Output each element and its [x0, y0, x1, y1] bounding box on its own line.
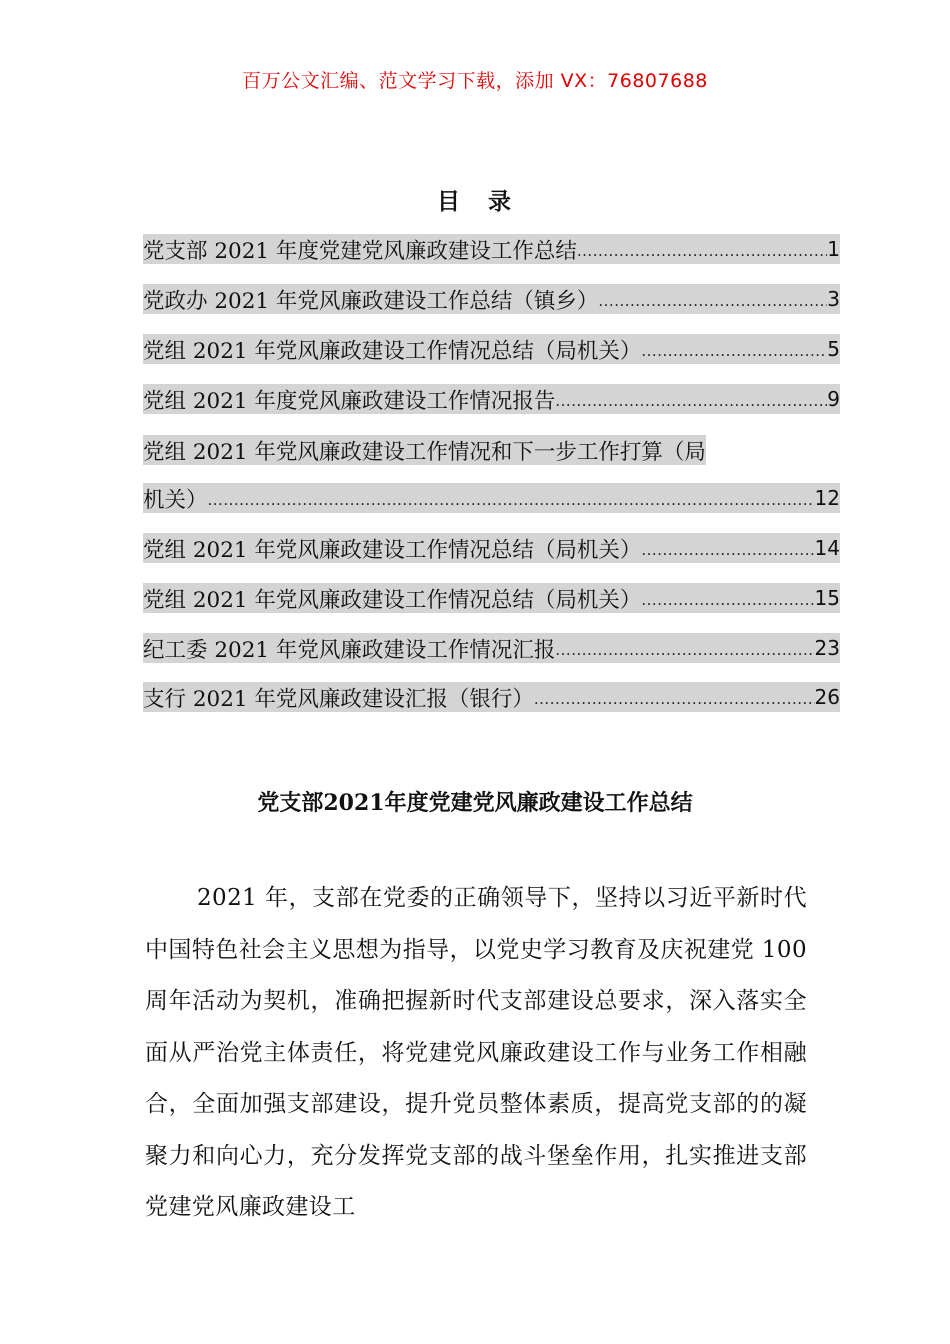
- toc-page-number: 23: [815, 633, 840, 663]
- toc-entry-text: 机关）: [143, 487, 208, 513]
- toc-entry-text: 党组 2021 年党风廉政建设工作情况总结（局机关）: [143, 338, 642, 364]
- toc-leader-dots: [598, 284, 827, 314]
- toc-leader-dots: [641, 334, 827, 364]
- toc-entry-text: 支行 2021 年党风廉政建设汇报（银行）: [143, 686, 534, 712]
- toc-entry-text: 党组 2021 年党风廉政建设工作情况总结（局机关）: [143, 587, 642, 613]
- toc-entry[interactable]: [143, 483, 840, 513]
- toc-leader-dots: [641, 533, 814, 563]
- toc-entry-text: 党组 2021 年党风廉政建设工作情况和下一步工作打算（局: [143, 439, 706, 465]
- toc-page-number: 5: [827, 334, 840, 364]
- toc-page-number: 9: [827, 384, 840, 414]
- toc-entry[interactable]: [143, 334, 840, 364]
- toc-entry-text: 党组 2021 年党风廉政建设工作情况总结（局机关）: [143, 537, 642, 563]
- toc-entry-line1[interactable]: [143, 435, 803, 465]
- toc-entry[interactable]: [143, 284, 840, 314]
- toc-entry[interactable]: [143, 234, 840, 264]
- toc-leader-dots: [641, 583, 814, 613]
- toc-page-number: 3: [827, 284, 840, 314]
- toc-page-number: 12: [815, 483, 840, 513]
- toc-entry-text: 党组 2021 年度党风廉政建设工作情况报告: [143, 388, 556, 414]
- toc-entry[interactable]: [143, 682, 840, 712]
- toc-entry[interactable]: [143, 633, 840, 663]
- toc-entry-text: 党政办 2021 年党风廉政建设工作总结（镇乡）: [143, 288, 599, 314]
- toc-leader-dots: [555, 633, 814, 663]
- toc-entry[interactable]: [143, 384, 840, 414]
- toc-page-number: 14: [815, 533, 840, 563]
- toc-page-number: 15: [815, 583, 840, 613]
- toc-entry[interactable]: [143, 533, 840, 563]
- toc-entry-text: 党支部 2021 年度党建党风廉政建设工作总结: [143, 238, 577, 264]
- toc-leader-dots: [577, 234, 827, 264]
- toc-leader-dots: [534, 682, 815, 712]
- watermark-header: 百万公文汇编、范文学习下载，添加 VX：76807688: [242, 70, 708, 92]
- toc-page-number: 26: [815, 682, 840, 712]
- toc-entry[interactable]: [143, 583, 840, 613]
- toc-entry-text: 纪工委 2021 年党风廉政建设工作情况汇报: [143, 637, 556, 663]
- toc-title: 目 录: [436, 188, 521, 215]
- toc-page-number: 1: [827, 234, 840, 264]
- document-title: 党支部2021年度党建党风廉政建设工作总结: [257, 790, 693, 816]
- toc-leader-dots: [555, 384, 827, 414]
- toc-leader-dots: [208, 483, 815, 513]
- body-paragraph: 2021 年，支部在党委的正确领导下，坚持以习近平新时代中国特色社会主义思想为指导，以党史学习教育及庆祝建党 100 周年活动为契机，准确把握新时代支部建设总要求，深入落实全面从严治党主体责任，将党建党风廉政建设工作与业务工作相融合，全面加强支部建设，提升党员整体素质，提高党支部的的凝聚力和向心力，充分发挥党支部的战斗堡垒作用，扎实推进支部党建党风廉政建设工: [145, 885, 807, 1220]
